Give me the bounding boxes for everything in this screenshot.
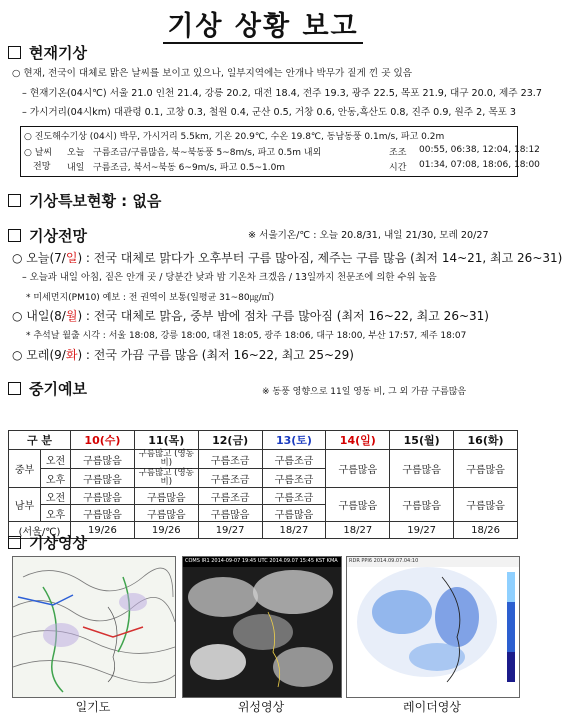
period-pm: 오후	[41, 469, 71, 488]
table-cell: 구름조금	[262, 488, 326, 505]
satellite-header: COMS IR1 2014-09-07 19:45 UTC 2014.09.07 15:45 KST KMA	[185, 558, 338, 564]
table-cell: 구름많음	[454, 488, 518, 522]
day-header: 16(화)	[454, 431, 518, 450]
day-header: 14(일)	[326, 431, 390, 450]
table-header-row	[9, 431, 518, 450]
day-header: 13(토)	[262, 431, 326, 450]
table-cell: 구름조금	[198, 469, 262, 488]
outlook-label-2: 전망	[33, 162, 51, 172]
satellite-graphic	[183, 557, 341, 697]
table-cell: 구름많음	[262, 505, 326, 522]
section-current: 현재기상	[8, 42, 87, 63]
table-cell: 구름조금	[262, 469, 326, 488]
period-pm: 오후	[41, 505, 71, 522]
table-cell: 구름많음	[71, 488, 135, 505]
forecast-today: ○ 오늘(7/일) : 전국 대체로 맑다가 오후부터 구름 많아짐, 제주는 구름 많음 (최저 14~21, 최고 26~31)	[12, 251, 562, 265]
today-marine: 구름조금/구름많음, 북~북동풍 5~8m/s, 파고 0.5m 내외	[93, 148, 322, 158]
caption-weather-chart: 일기도	[75, 700, 111, 714]
tomorrow-marine: 구름조금, 북서~북동 6~9m/s, 파고 0.5~1.0m	[93, 163, 286, 173]
table-cell: 구름조금	[262, 450, 326, 469]
report-title: 기상 상황 보고	[0, 4, 526, 43]
table-cell: 구름많음	[71, 450, 135, 469]
day-header: 10(수)	[71, 431, 135, 450]
table-cell: 구름많음	[326, 450, 390, 488]
table-header-category: 구 분	[9, 431, 71, 450]
radar-graphic	[347, 557, 519, 697]
radar-header: RDR PPI6 2014.09.07.04:10	[349, 558, 419, 564]
checkbox-icon	[8, 382, 21, 395]
temp-cell: 18/27	[262, 522, 326, 539]
seoul-temp-note: ※ 서울기온/℃ : 오늘 20.8/31, 내일 21/30, 모레 20/27	[248, 230, 489, 241]
tide-label-2: 시간	[389, 163, 407, 173]
weather-chart-graphic	[13, 557, 175, 697]
temp-cell: 19/26	[134, 522, 198, 539]
table-cell: 구름많음	[71, 505, 135, 522]
forecast-tomorrow: ○ 내일(8/월) : 전국 대체로 맑음, 중부 밤에 점차 구름 많아짐 (최저 16~22, 최고 26~31)	[12, 309, 489, 323]
temp-cell: 19/27	[198, 522, 262, 539]
temp-cell: 18/27	[326, 522, 390, 539]
temp-cell: 19/26	[71, 522, 135, 539]
table-cell: 구름많음	[134, 488, 198, 505]
checkbox-icon	[8, 229, 21, 242]
checkbox-icon	[8, 194, 21, 207]
table-cell: 구름많음	[134, 505, 198, 522]
forecast-day-after: ○ 모레(9/화) : 전국 가끔 구름 많음 (최저 16~22, 최고 25~29)	[12, 348, 354, 362]
section-special: 기상특보현황 : 없음	[8, 190, 161, 211]
current-visibility: – 가시거리(04시km) 대관령 0.1, 고창 0.3, 철원 0.4, 군산 0.5, 거창 0.6, 안동,흑산도 0.8, 진주 0.9, 원주 2, 목포 3	[22, 107, 517, 118]
day-header: 11(목)	[134, 431, 198, 450]
checkbox-icon	[8, 46, 21, 59]
table-cell: 구름많음	[71, 469, 135, 488]
jindo-observation-box	[20, 126, 540, 177]
period-am: 오전	[41, 488, 71, 505]
region-south: 남부	[9, 488, 41, 522]
tomorrow-label: 내일	[67, 163, 85, 173]
satellite-image	[182, 556, 342, 698]
current-summary: ○ 현재, 전국이 대체로 맑은 날씨를 보이고 있으나, 일부지역에는 안개나 박무가 짙게 낀 곳 있음	[12, 68, 413, 79]
section-images: 기상영상	[8, 532, 87, 553]
checkbox-icon	[8, 536, 21, 549]
table-cell: 구름많음	[390, 488, 454, 522]
table-cell: 구름조금	[198, 450, 262, 469]
caption-satellite: 위성영상	[237, 700, 285, 714]
jindo-observation: ○ 진도해수기상 (04시) 박무, 가시거리 5.5km, 기온 20.9℃, 수온 19.8℃, 동남동풍 0.1m/s, 파고 0.2m	[24, 132, 445, 142]
day-header: 12(금)	[198, 431, 262, 450]
tide-label-1: 조조	[389, 148, 407, 158]
day-header: 15(월)	[390, 431, 454, 450]
tide-times-2: 01:34, 07:08, 18:06, 18:00	[419, 160, 540, 170]
table-cell: 구름많음	[454, 450, 518, 488]
table-cell: 구름많고 (영동 비)	[134, 469, 198, 488]
tide-times-1: 00:55, 06:38, 12:04, 18:12	[419, 145, 540, 155]
current-temperatures: – 현재기온(04시℃) 서울 21.0 인천 21.4, 강릉 20.2, 대전 18.4, 전주 19.3, 광주 22.5, 목포 21.9, 대구 20.0, 제주 23.7	[22, 88, 542, 99]
table-cell: 구름많고 (영동 비)	[134, 450, 198, 469]
midterm-forecast-table	[8, 430, 518, 539]
forecast-today-detail: – 오늘과 내일 아침, 짙은 안개 곳 / 당분간 낮과 밤 기온차 크겠음 / 13일까지 천문조에 의한 수위 높음	[22, 272, 437, 283]
moonrise-times: * 추석날 월출 시각 : 서울 18:08, 강릉 18:00, 대전 18:05, 광주 18:06, 대구 18:00, 부산 17:57, 제주 18:07	[26, 331, 467, 341]
outlook-label: ○ 날씨	[24, 148, 53, 158]
radar-image	[346, 556, 520, 698]
section-outlook: 기상전망	[8, 225, 87, 246]
temp-cell: 18/26	[454, 522, 518, 539]
fine-dust-forecast: * 미세먼지(PM10) 예보 : 전 권역이 보통(일평균 31~80㎍/㎥)	[26, 293, 275, 303]
region-central: 중부	[9, 450, 41, 488]
table-row	[9, 488, 518, 505]
period-am: 오전	[41, 450, 71, 469]
weather-chart-image	[12, 556, 176, 698]
table-cell: 구름많음	[390, 450, 454, 488]
table-cell: 구름많음	[326, 488, 390, 522]
caption-radar: 레이더영상	[403, 700, 461, 714]
table-row	[9, 450, 518, 469]
temps-label: (서울/℃)	[9, 522, 71, 539]
temp-cell: 19/27	[390, 522, 454, 539]
section-midterm: 중기예보	[8, 378, 87, 399]
table-cell: 구름조금	[198, 488, 262, 505]
table-cell: 구름많음	[198, 505, 262, 522]
midterm-note: ※ 동풍 영향으로 11일 영동 비, 그 외 가끔 구름많음	[262, 387, 467, 397]
today-label: 오늘	[67, 148, 85, 158]
